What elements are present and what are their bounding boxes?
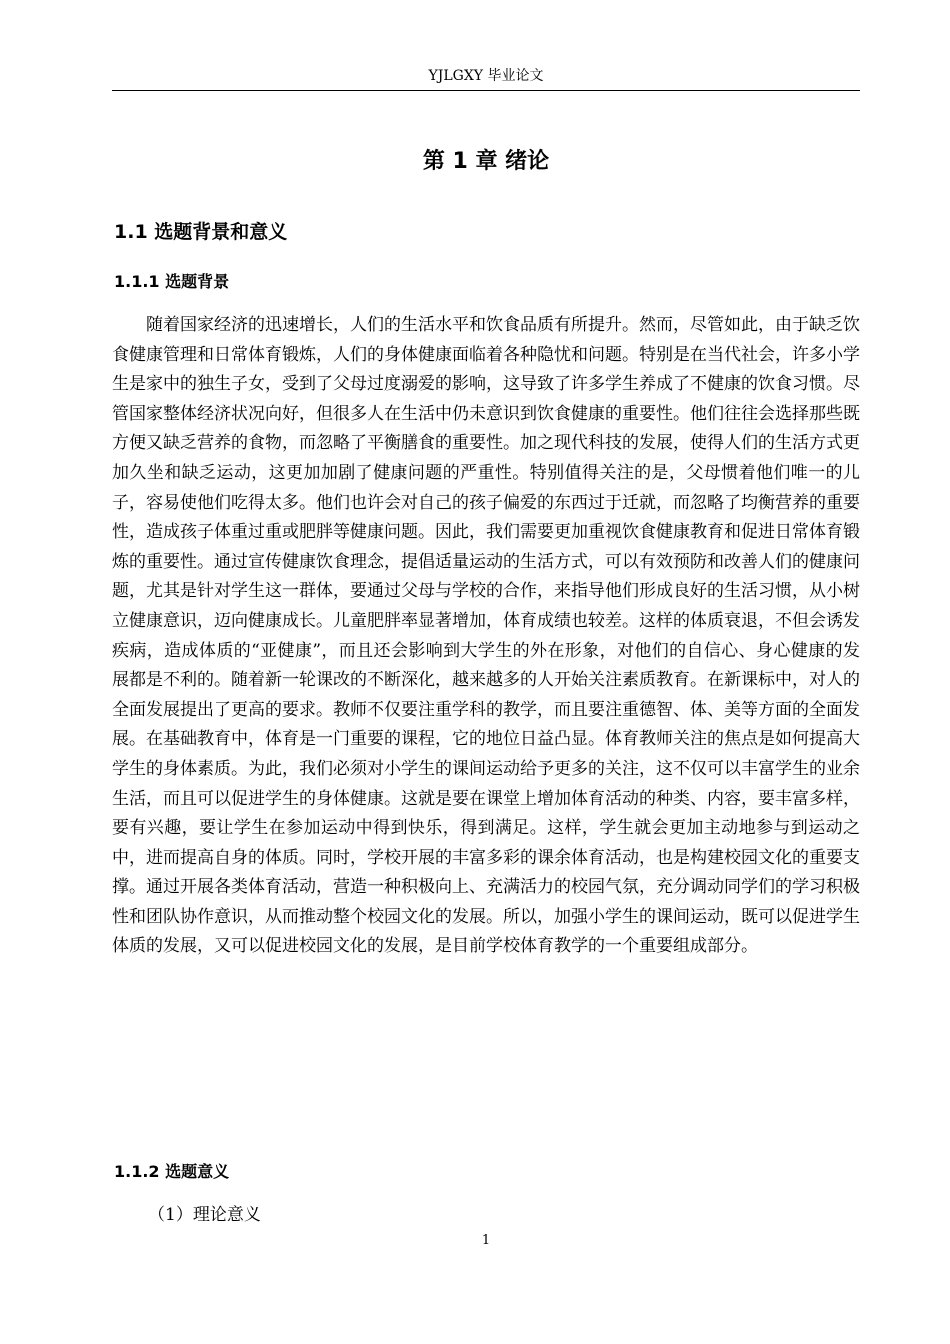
section-heading-1-1-2: 1.1.2 选题意义 (114, 1162, 230, 1181)
section-heading-1-1-1: 1.1.1 选题背景 (114, 272, 230, 291)
chapter-title: 第 1 章 绪论 (422, 149, 550, 174)
body-paragraph: 随着国家经济的迅速增长，人们的生活水平和饮食品质有所提升。然而，尽管如此，由于缺乏饮食健康管理和日常体育锻炼，人们的身体健康面临着各种隐忧和问题。特别是在当代社会，许多小学生是家中的独生子女，受到了父母过度溺爱的影响，这导致了许多学生养成了不健康的饮食习惯。尽管国家整体经济状况向好，但很多人在生活中仍未意识到饮食健康的重要性。他们往往会选择那些既方便又缺乏营养的食物，而忽略了平衡膳食的重要性。加之现代科技的发展，使得人们的生活方式更加久坐和缺乏运动，这更加加剧了健康问题的严重性。特别值得关注的是，父母惯着他们唯一的儿子，容易使他们吃得太多。他们也许会对自己的孩子偏爱的东西过于迁就，而忽略了均衡营养的重要性，造成孩子体重过重或肥胖等健康问题。因此，我们需要更加重视饮食健康教育和促进日常体育锻炼的重要性。通过宣传健康饮食理念，提倡适量运动的生活方式，可以有效预防和改善人们的健康问题，尤其是针对学生这一群体，要通过父母与学校的合作，来指导他们形成良好的生活习惯，从小树立健康意识，迈向健康成长。儿童肥胖率显著增加，体育成绩也较差。这样的体质衰退，不但会诱发疾病，造成体质的“亚健康”，而且还会影响到大学生的外在形象，对他们的自信心、身心健康的发展都是不利的。随着新一轮课改的不断深化，越来越多的人开始关注素质教育。在新课标中，对人的全面发展提出了更高的要求。教师不仅要注重学科的教学，而且要注重德智、体、美等方面的全面发展。在基础教育中，体育是一门重要的课程，它的地位日益凸显。体育教师关注的焦点是如何提高大学生的身体素质。为此，我们必须对小学生的课间运动给予更多的关注，这不仅可以丰富学生的业余生活，而且可以促进学生的身体健康。这就是要在课堂上增加体育活动的种类、内容，要丰富多样，要有兴趣，要让学生在参加运动中得到快乐，得到满足。这样，学生就会更加主动地参与到运动之中，进而提高自身的体质。同时，学校开展的丰富多彩的课余体育活动，也是构建校园文化的重要支撑。通过开展各类体育活动，营造一种积极向上、充满活力的校园气氛，充分调动同学们的学习积极性和团队协作意识，从而推动整个校园文化的发展。所以，加强小学生的课间运动，既可以促进学生体质的发展，又可以促进校园文化的发展，是目前学校体育教学的一个重要组成部分。 (112, 315, 860, 957)
section-heading-1-1: 1.1 选题背景和意义 (114, 221, 288, 243)
running-header: YJLGXY 毕业论文 (428, 68, 544, 84)
header-divider (112, 90, 860, 91)
list-item-theoretical-significance: （1）理论意义 (148, 1205, 261, 1225)
page-number: 1 (481, 1233, 491, 1248)
